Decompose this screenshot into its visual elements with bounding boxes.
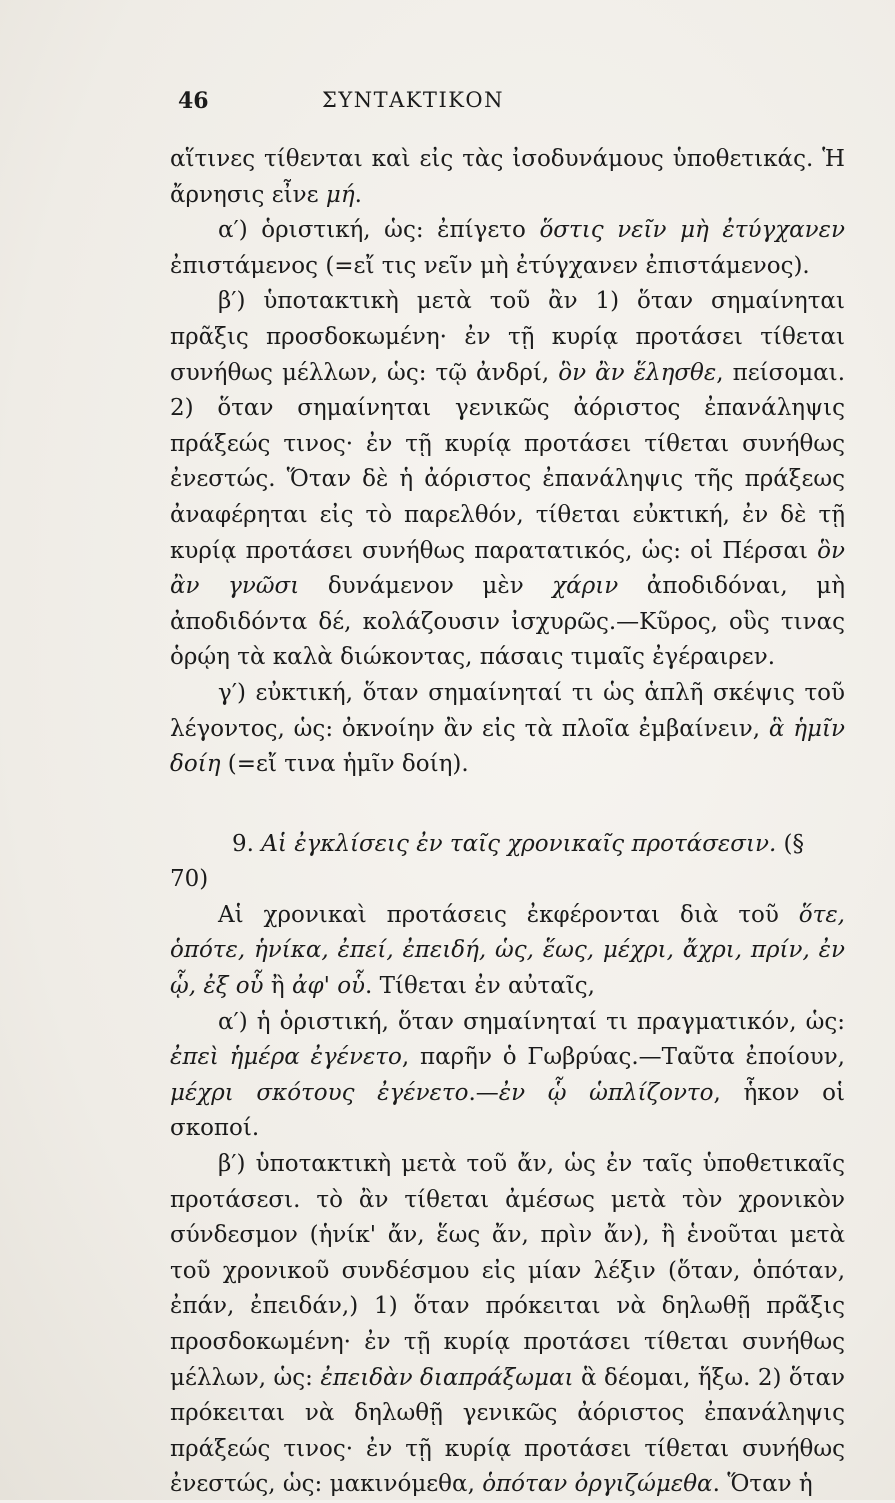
text-run: , ἧκον οἱ σκοποί. xyxy=(170,1079,845,1142)
page-header xyxy=(178,88,648,128)
italic-text: μή xyxy=(325,181,355,208)
text-run: α′) ἡ ὁριστική, ὅταν σημαίνηταί τι πραγματικόν, ὡς: xyxy=(218,1008,845,1035)
italic-text: χάριν xyxy=(552,573,619,600)
text-run: β′) ὑποτακτικὴ μετὰ τοῦ ἄν, ὡς ἐν ταῖς ὑποθετικαῖς προτάσεσι. τὸ ἂν τίθεται ἀμέσως μετὰ τὸν χρονικὸν σύνδεσμον (ἡνίκ' ἄν, ἕως ἄν, πρὶν ἄν), ἢ ἑνοῦται μετὰ τοῦ χρονικοῦ συνδέσμου εἰς μίαν λέξιν (ὅταν, ὁπόταν, ἐπάν, ἐπειδάν,) 1) ὅταν πρόκειται νὰ δηλωθῇ πρᾶξις προσδοκωμένη· ἐν τῇ κυρίᾳ προτάσει τίθεται συνήθως μέλλων, ὡς: xyxy=(170,1151,845,1391)
italic-text: ὃν ἂν γνῶσι xyxy=(170,537,845,600)
page-number: 46 xyxy=(178,88,209,114)
italic-text: ὅτε, ὁπότε, ἡνίκα, ἐπεί, ἐπειδή, ὡς, ἕως, μέχρι, ἄχρι, πρίν, ἐν ᾧ, ἐξ οὗ xyxy=(170,901,845,1000)
text-run: , παρῆν ὁ Γωβρύας.—Ταῦτα ἐποίουν, xyxy=(401,1044,845,1071)
text-run: (=εἴ τινα ἡμῖν δοίη). xyxy=(220,751,469,778)
paragraph xyxy=(170,213,845,284)
text-run: 9. xyxy=(232,830,262,857)
body-text xyxy=(170,142,845,1503)
italic-text: ἃ ἡμῖν δοίη xyxy=(170,715,846,778)
text-run: Αἱ χρονικαὶ προτάσεις ἐκφέρονται διὰ τοῦ xyxy=(218,901,799,928)
italic-text: ὁπόταν ὀργιζώμεθα xyxy=(482,1471,713,1498)
text-run: δυνάμενον μὲν xyxy=(299,573,553,600)
text-run: .— xyxy=(468,1079,499,1106)
paragraph xyxy=(170,1147,845,1503)
italic-text: ὅστις νεῖν μὴ ἐτύγχανεν xyxy=(539,217,845,244)
text-run: ὑποθετικάς. Ἡ ἄρνησις εἶνε xyxy=(170,146,845,208)
paragraph xyxy=(170,898,845,1005)
text-run: γ′) εὐκτική, ὅταν σημαίνηταί τι ὡς ἁπλῆ σκέψις τοῦ λέγοντος, ὡς: ὀκνοίην ἂν εἰς τὰ πλοῖα ἐμβαίνειν, xyxy=(170,679,845,742)
running-title: ΣΥΝΤΑΚΤΙΚΟΝ xyxy=(321,88,505,112)
section-heading xyxy=(170,827,845,898)
italic-text: ἀφ' οὗ xyxy=(291,973,366,1000)
text-run: , πείσομαι. 2) ὅταν σημαίνηται γενικῶς ἀόριστος ἐπανάληψις πράξεώς τινος· ἐν τῇ κυρίᾳ προτάσει τίθεται συνήθως ἐνεστώς. Ὅταν δὲ ἡ ἀόριστος ἐπανάληψις τῆς πράξεως ἀναφέρηται εἰς τὸ παρελθόν, τίθεται εὐκτική, ἐν δὲ τῇ κυρίᾳ προτάσει συνήθως παρατατικός, ὡς: οἱ Πέρσαι xyxy=(170,359,846,564)
text-run: . Ὅταν ἡ xyxy=(712,1471,813,1498)
text-run: ἃ δέομαι, ἥξω. 2) ὅταν πρόκειται νὰ δηλωθῇ γενικῶς ἀόριστος ἐπανάληψις πράξεώς τινος· ἐν τῇ κυρίᾳ προτάσει τίθεται συνήθως ἐνεστώς, ὡς: μακινόμεθα, xyxy=(170,1364,846,1498)
text-run: αἵτινες τίθενται καὶ εἰς τὰς ἰσοδυνάμους xyxy=(170,146,673,172)
text-run: ἀποδιδόναι, μὴ ἀποδιδόντα δέ, κολάζουσιν ἰσχυρῶς.—Κῦρος, οὓς τινας ὁρῴη τὰ καλὰ διώκοντας, πάσαις τιμαῖς ἐγέραιρεν. xyxy=(170,573,845,671)
italic-text: ἐπεὶ ἡμέρα ἐγένετο xyxy=(170,1044,402,1071)
italic-text: ὃν ἂν ἕλησθε xyxy=(558,359,717,386)
italic-text: Αἱ ἐγκλίσεις ἐν ταῖς χρονικαῖς προτάσεσιν. xyxy=(261,830,777,857)
italic-text: μέχρι σκότους ἐγένετο xyxy=(170,1079,469,1106)
paragraph xyxy=(170,676,845,783)
section-gap xyxy=(170,783,845,827)
text-run: (§ 70) xyxy=(170,830,805,893)
text-run: . xyxy=(354,181,362,208)
italic-text: ἐν ᾧ ὡπλίζοντο xyxy=(498,1079,714,1106)
text-run: ἢ xyxy=(263,973,292,1000)
text-run: β′) ὑποτακτικὴ μετὰ τοῦ ἂν 1) ὅταν σημαίνηται πρᾶξις προσδοκωμένη· ἐν τῇ κυρίᾳ προτάσει τίθεται συνήθως μέλλων, ὡς: τῷ ἀνδρί, xyxy=(170,288,845,386)
italic-text: ἐπειδὰν διαπράξωμαι xyxy=(320,1364,574,1391)
text-run: α′) ὁριστική, ὡς: ἐπίγετο xyxy=(218,217,540,244)
paragraph xyxy=(170,142,845,213)
text-run: ἐπιστάμενος (=εἴ τις νεῖν μὴ ἐτύγχανεν ἐπιστάμενος). xyxy=(170,252,810,279)
paragraph xyxy=(170,1005,845,1147)
text-run: . Τίθεται ἐν αὐταῖς, xyxy=(365,973,595,1000)
paragraph xyxy=(170,284,845,676)
